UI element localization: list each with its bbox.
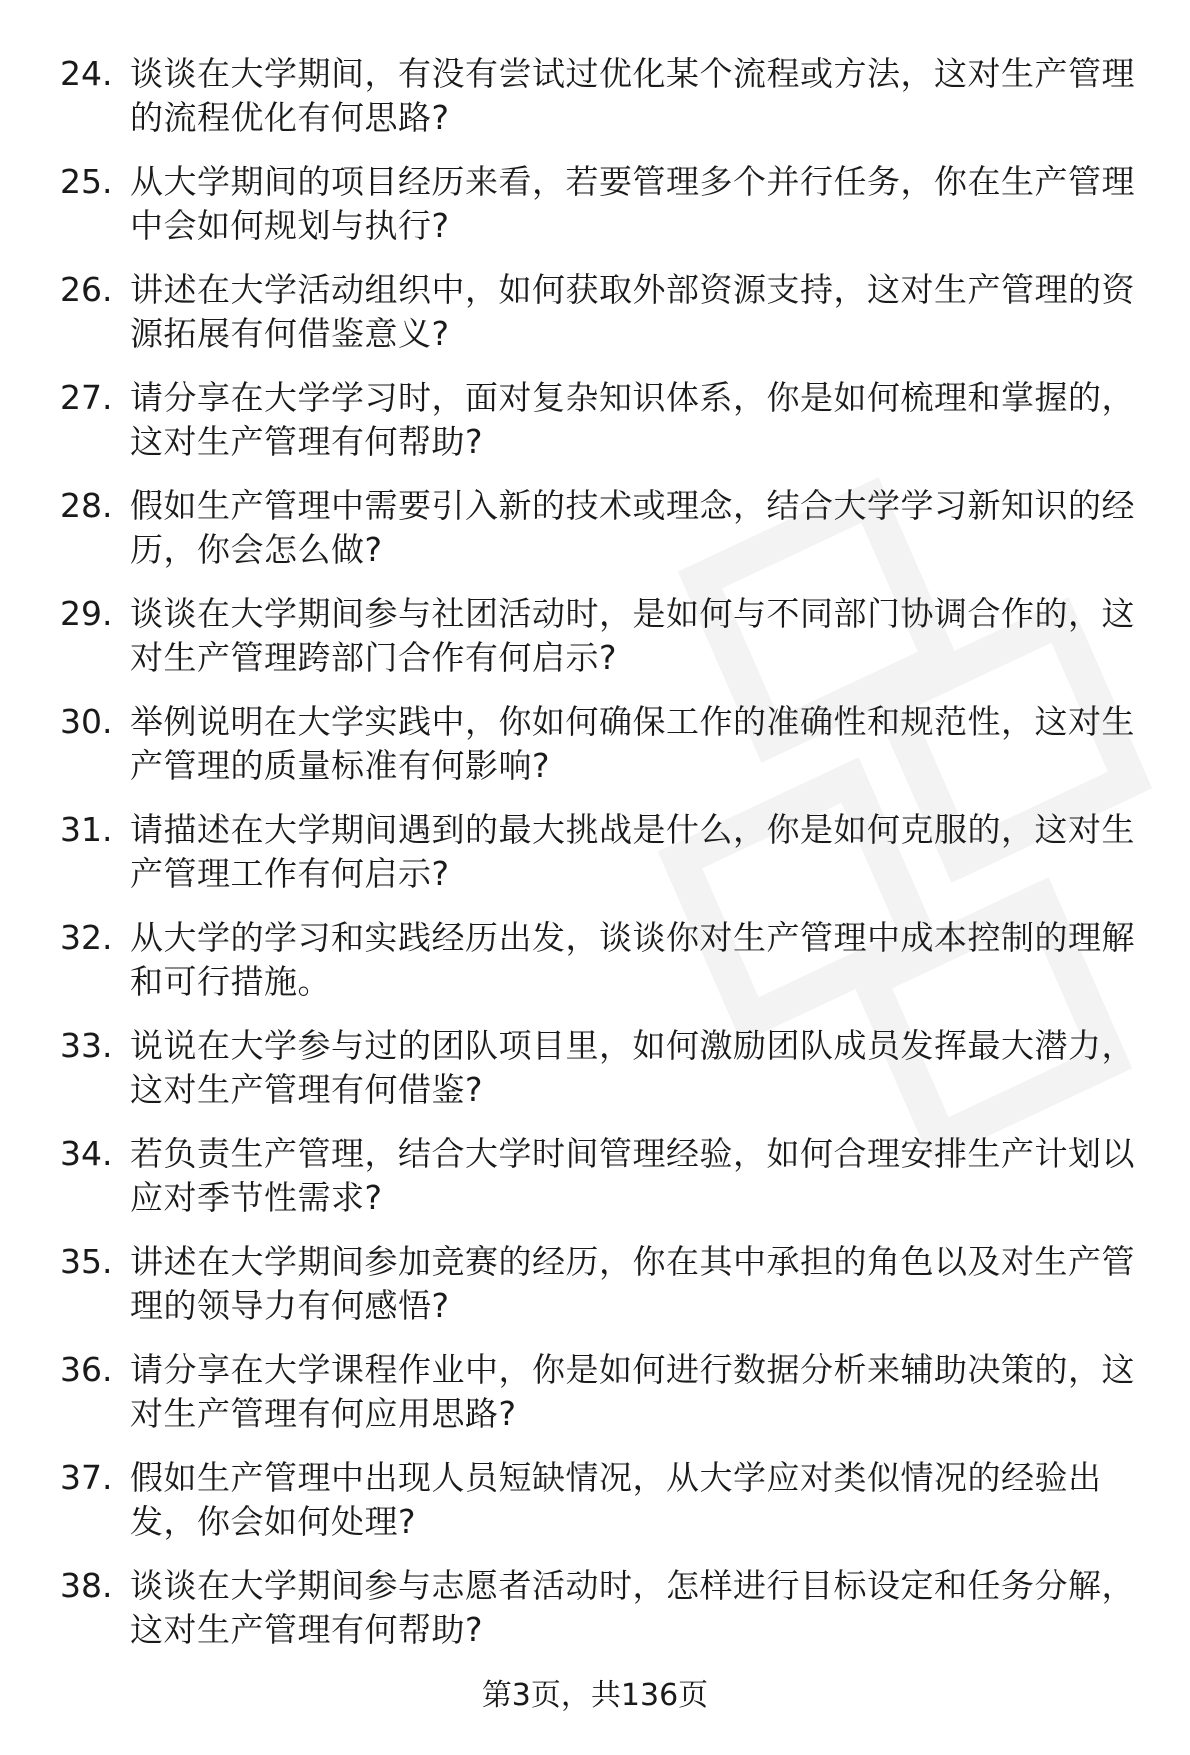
question-text: 谈谈在大学期间参与社团活动时，是如何与不同部门协调合作的，这对生产管理跨部门合作有何启示? [130,594,1135,677]
question-text: 从大学的学习和实践经历出发，谈谈你对生产管理中成本控制的理解和可行措施。 [130,918,1135,1001]
question-text: 讲述在大学期间参加竞赛的经历，你在其中承担的角色以及对生产管理的领导力有何感悟? [130,1242,1135,1325]
question-number: 32. [60,918,113,957]
question-text: 举例说明在大学实践中，你如何确保工作的准确性和规范性，这对生产管理的质量标准有何影响? [130,702,1135,785]
page-footer: 第3页，共136页 [481,1678,709,1713]
question-number: 35. [60,1242,113,1281]
question-number: 25. [60,162,113,201]
question-text: 谈谈在大学期间，有没有尝试过优化某个流程或方法，这对生产管理的流程优化有何思路? [130,54,1135,137]
question-number: 26. [60,270,113,309]
question-item [60,700,1150,808]
question-item [60,808,1150,916]
question-item [60,1132,1150,1240]
question-text: 说说在大学参与过的团队项目里，如何激励团队成员发挥最大潜力，这对生产管理有何借鉴? [130,1026,1135,1109]
question-item [60,592,1150,700]
question-item [60,484,1150,592]
question-text: 讲述在大学活动组织中，如何获取外部资源支持，这对生产管理的资源拓展有何借鉴意义? [130,270,1135,353]
question-number: 27. [60,378,113,417]
question-number: 30. [60,702,113,741]
question-text: 从大学期间的项目经历来看，若要管理多个并行任务，你在生产管理中会如何规划与执行? [130,162,1135,245]
question-number: 34. [60,1134,113,1173]
question-item [60,52,1150,160]
question-number: 28. [60,486,113,525]
question-item [60,376,1150,484]
question-item [60,1024,1150,1132]
question-item [60,1240,1150,1348]
question-text: 谈谈在大学期间参与志愿者活动时，怎样进行目标设定和任务分解，这对生产管理有何帮助? [130,1566,1135,1649]
question-text: 请描述在大学期间遇到的最大挑战是什么，你是如何克服的，这对生产管理工作有何启示? [130,810,1135,893]
question-number: 31. [60,810,113,849]
question-item [60,916,1150,1024]
question-number: 36. [60,1350,113,1389]
question-item [60,1456,1150,1564]
question-number: 37. [60,1458,113,1497]
question-item [60,268,1150,376]
question-text: 假如生产管理中需要引入新的技术或理念，结合大学学习新知识的经历，你会怎么做? [130,486,1135,569]
question-number: 24. [60,54,113,93]
question-list [60,52,1150,1672]
question-number: 29. [60,594,113,633]
question-number: 38. [60,1566,113,1605]
question-item [60,1564,1150,1672]
question-item [60,160,1150,268]
question-number: 33. [60,1026,113,1065]
question-text: 假如生产管理中出现人员短缺情况，从大学应对类似情况的经验出发，你会如何处理? [130,1458,1102,1541]
question-item [60,1348,1150,1456]
question-text: 请分享在大学课程作业中，你是如何进行数据分析来辅助决策的，这对生产管理有何应用思路? [130,1350,1135,1433]
question-text: 若负责生产管理，结合大学时间管理经验，如何合理安排生产计划以应对季节性需求? [130,1134,1135,1217]
question-text: 请分享在大学学习时，面对复杂知识体系，你是如何梳理和掌握的，这对生产管理有何帮助? [130,378,1135,461]
